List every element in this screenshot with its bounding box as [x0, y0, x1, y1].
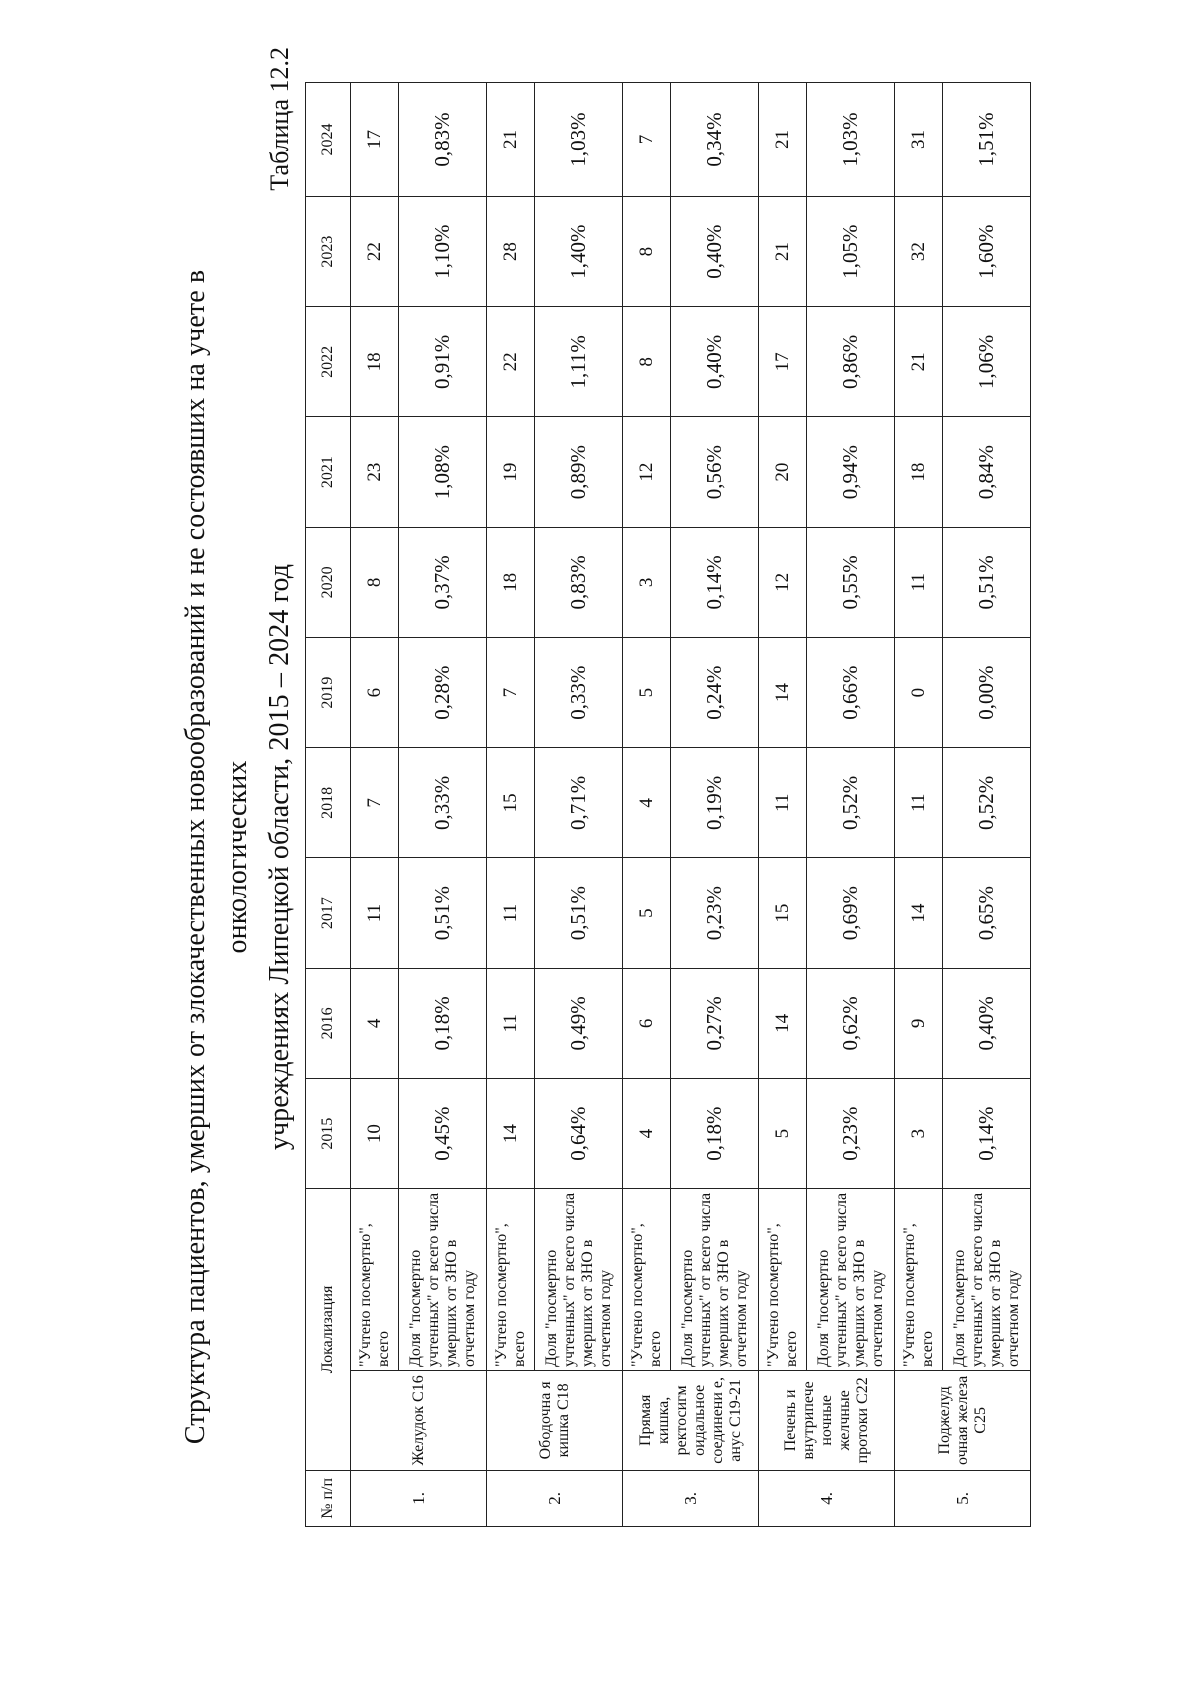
count-cell: 12 — [623, 417, 671, 527]
table-row — [399, 83, 487, 1527]
count-cell: 5 — [759, 1078, 807, 1188]
header-year: 2015 — [306, 1078, 351, 1188]
share-cell: 0,40% — [671, 307, 759, 417]
row-localization: Ободочна я кишка С18 — [487, 1371, 623, 1471]
table-row — [895, 83, 943, 1527]
share-cell: 0,33% — [535, 637, 623, 747]
count-cell: 14 — [759, 637, 807, 747]
count-cell: 21 — [487, 83, 535, 197]
share-label: Доля "посмертно учтенных" от всего числа умерших от ЗНО в отчетном году — [807, 1189, 895, 1371]
share-cell: 1,11% — [535, 307, 623, 417]
count-cell: 6 — [623, 968, 671, 1078]
table-row — [943, 83, 1031, 1527]
table-row — [487, 83, 535, 1527]
table-row — [623, 83, 671, 1527]
count-cell: 7 — [351, 748, 399, 858]
count-cell: 5 — [623, 858, 671, 968]
count-cell: 21 — [895, 307, 943, 417]
count-cell: 18 — [895, 417, 943, 527]
row-localization: Прямая кишка, ректосигм оидальное соединени е, анус С19-21 — [623, 1371, 759, 1471]
share-cell: 0,18% — [671, 1078, 759, 1188]
share-label: Доля "посмертно учтенных" от всего числа умерших от ЗНО в отчетном году — [399, 1189, 487, 1371]
row-localization: Печень и внутрипече ночные желчные протоки С22 — [759, 1371, 895, 1471]
count-cell: 21 — [759, 83, 807, 197]
count-label: "Учтено посмертно", всего — [351, 1189, 399, 1371]
title-line-2: учреждениях Липецкой области, 2015 – 2024 год — [264, 563, 295, 1151]
share-cell: 0,24% — [671, 637, 759, 747]
share-cell: 0,45% — [399, 1078, 487, 1188]
table-number: Таблица 12.2 — [265, 47, 294, 191]
share-cell: 1,03% — [535, 83, 623, 197]
share-cell: 0,37% — [399, 527, 487, 637]
share-cell: 0,52% — [943, 748, 1031, 858]
share-cell: 0,62% — [807, 968, 895, 1078]
count-cell: 4 — [623, 1078, 671, 1188]
share-cell: 0,86% — [807, 307, 895, 417]
share-cell: 1,40% — [535, 196, 623, 306]
share-cell: 0,65% — [943, 858, 1031, 968]
header-year: 2022 — [306, 307, 351, 417]
share-cell: 1,08% — [399, 417, 487, 527]
share-cell: 0,40% — [943, 968, 1031, 1078]
header-year: 2019 — [306, 637, 351, 747]
count-cell: 6 — [351, 637, 399, 747]
count-cell: 4 — [623, 748, 671, 858]
count-cell: 11 — [759, 748, 807, 858]
share-cell: 0,33% — [399, 748, 487, 858]
share-label: Доля "посмертно учтенных" от всего числа умерших от ЗНО в отчетном году — [943, 1189, 1031, 1371]
row-number: 4. — [759, 1470, 895, 1526]
count-cell: 32 — [895, 196, 943, 306]
row-number: 1. — [351, 1470, 487, 1526]
share-cell: 0,94% — [807, 417, 895, 527]
share-cell: 1,60% — [943, 196, 1031, 306]
count-cell: 5 — [623, 637, 671, 747]
header-year: 2023 — [306, 196, 351, 306]
share-cell: 0,51% — [943, 527, 1031, 637]
count-cell: 31 — [895, 83, 943, 197]
title-line-1: Структура пациентов, умерших от злокачественных новообразований и не состоявших на учете в онкологических — [180, 269, 253, 1445]
count-cell: 11 — [487, 968, 535, 1078]
count-cell: 0 — [895, 637, 943, 747]
count-cell: 23 — [351, 417, 399, 527]
count-cell: 3 — [895, 1078, 943, 1188]
count-cell: 11 — [895, 748, 943, 858]
share-cell: 0,40% — [671, 196, 759, 306]
share-cell: 0,55% — [807, 527, 895, 637]
count-cell: 14 — [759, 968, 807, 1078]
table-row — [671, 83, 759, 1527]
share-cell: 0,23% — [807, 1078, 895, 1188]
count-label: "Учтено посмертно", всего — [623, 1189, 671, 1371]
count-cell: 15 — [487, 748, 535, 858]
share-label: Доля "посмертно учтенных" от всего числа умерших от ЗНО в отчетном году — [535, 1189, 623, 1371]
share-label: Доля "посмертно учтенных" от всего числа умерших от ЗНО в отчетном году — [671, 1189, 759, 1371]
count-cell: 17 — [351, 83, 399, 197]
header-year: 2020 — [306, 527, 351, 637]
count-cell: 3 — [623, 527, 671, 637]
row-number: 2. — [487, 1470, 623, 1526]
share-cell: 1,05% — [807, 196, 895, 306]
row-localization: Желудок С16 — [351, 1371, 487, 1471]
count-cell: 11 — [351, 858, 399, 968]
count-cell: 8 — [351, 527, 399, 637]
share-cell: 1,06% — [943, 307, 1031, 417]
share-cell: 1,03% — [807, 83, 895, 197]
count-cell: 8 — [623, 196, 671, 306]
count-cell: 11 — [895, 527, 943, 637]
share-cell: 0,34% — [671, 83, 759, 197]
count-cell: 15 — [759, 858, 807, 968]
table-row — [351, 83, 399, 1527]
count-cell: 14 — [895, 858, 943, 968]
count-label: "Учтено посмертно", всего — [759, 1189, 807, 1371]
share-cell: 1,51% — [943, 83, 1031, 197]
count-cell: 18 — [487, 527, 535, 637]
table-row — [535, 83, 623, 1527]
count-cell: 18 — [351, 307, 399, 417]
share-cell: 0,89% — [535, 417, 623, 527]
share-cell: 0,64% — [535, 1078, 623, 1188]
share-cell: 0,27% — [671, 968, 759, 1078]
count-cell: 10 — [351, 1078, 399, 1188]
count-label: "Учтено посмертно", всего — [895, 1189, 943, 1371]
count-cell: 9 — [895, 968, 943, 1078]
share-cell: 0,83% — [535, 527, 623, 637]
share-cell: 0,69% — [807, 858, 895, 968]
count-cell: 7 — [623, 83, 671, 197]
share-cell: 0,14% — [671, 527, 759, 637]
count-cell: 17 — [759, 307, 807, 417]
header-year: 2024 — [306, 83, 351, 197]
header-number: № п/п — [306, 1470, 351, 1526]
share-cell: 0,00% — [943, 637, 1031, 747]
share-cell: 0,28% — [399, 637, 487, 747]
share-cell: 0,51% — [399, 858, 487, 968]
row-number: 5. — [895, 1470, 1031, 1526]
count-cell: 21 — [759, 196, 807, 306]
header-year: 2016 — [306, 968, 351, 1078]
share-cell: 0,91% — [399, 307, 487, 417]
count-cell: 12 — [759, 527, 807, 637]
share-cell: 0,52% — [807, 748, 895, 858]
count-cell: 11 — [487, 858, 535, 968]
share-cell: 0,56% — [671, 417, 759, 527]
header-year: 2018 — [306, 748, 351, 858]
row-number: 3. — [623, 1470, 759, 1526]
count-cell: 22 — [351, 196, 399, 306]
share-cell: 0,84% — [943, 417, 1031, 527]
share-cell: 0,49% — [535, 968, 623, 1078]
count-label: "Учтено посмертно", всего — [487, 1189, 535, 1371]
header-row — [306, 83, 351, 1527]
share-cell: 0,83% — [399, 83, 487, 197]
count-cell: 22 — [487, 307, 535, 417]
count-cell: 7 — [487, 637, 535, 747]
count-cell: 8 — [623, 307, 671, 417]
table-row — [807, 83, 895, 1527]
count-cell: 19 — [487, 417, 535, 527]
share-cell: 0,18% — [399, 968, 487, 1078]
share-cell: 1,10% — [399, 196, 487, 306]
share-cell: 0,66% — [807, 637, 895, 747]
header-year: 2021 — [306, 417, 351, 527]
count-cell: 20 — [759, 417, 807, 527]
count-cell: 4 — [351, 968, 399, 1078]
header-year: 2017 — [306, 858, 351, 968]
share-cell: 0,19% — [671, 748, 759, 858]
row-localization: Поджелуд очная железа С25 — [895, 1371, 1031, 1471]
share-cell: 0,51% — [535, 858, 623, 968]
share-cell: 0,23% — [671, 858, 759, 968]
count-cell: 28 — [487, 196, 535, 306]
share-cell: 0,14% — [943, 1078, 1031, 1188]
data-table — [305, 82, 1031, 1527]
share-cell: 0,71% — [535, 748, 623, 858]
table-row — [759, 83, 807, 1527]
header-localization: Локализация — [306, 1189, 351, 1471]
count-cell: 14 — [487, 1078, 535, 1188]
